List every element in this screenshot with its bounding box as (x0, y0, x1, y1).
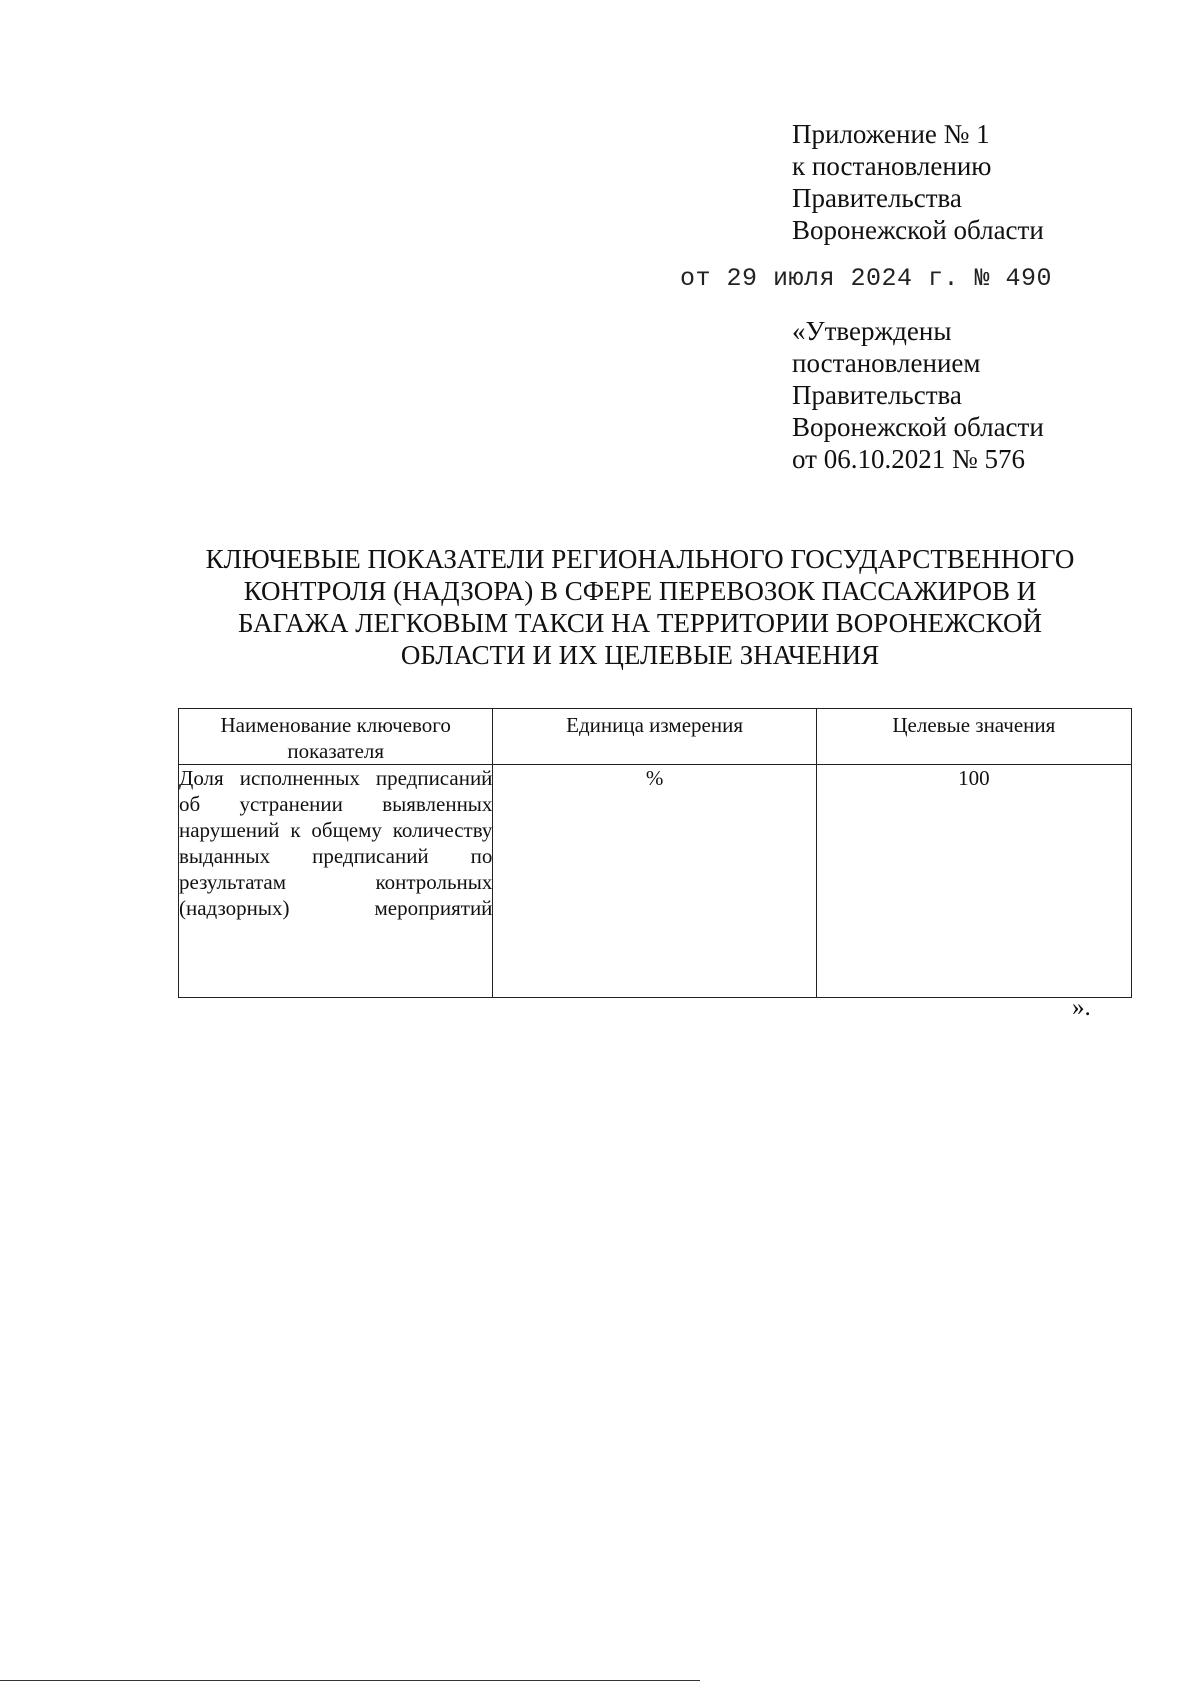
appendix-line-2: к постановлению (792, 151, 992, 181)
table-row (179, 765, 1132, 998)
appendix-line-4: Воронежской области (792, 215, 1044, 245)
row-unit: % (493, 765, 816, 998)
resolution-date: от 29 июля 2024 г. № 490 (680, 264, 1053, 293)
row-target-value: 100 (816, 765, 1131, 998)
header-target: Целевые значения (816, 709, 1131, 765)
approved-line-3: Правительства (792, 380, 962, 410)
approved-line-4: Воронежской области (792, 412, 1044, 442)
kpi-table (178, 708, 1132, 998)
closing-quote: ». (1072, 994, 1091, 1021)
header-unit: Единица измерения (493, 709, 816, 765)
approved-line-5: от 06.10.2021 № 576 (792, 444, 1025, 474)
title-line-3: БАГАЖА ЛЕГКОВЫМ ТАКСИ НА ТЕРРИТОРИИ ВОРОНЕЖСКОЙ (238, 608, 1042, 638)
title-line-4: ОБЛАСТИ И ИХ ЦЕЛЕВЫЕ ЗНАЧЕНИЯ (400, 640, 880, 670)
appendix-line-3: Правительства (792, 183, 962, 213)
appendix-block (792, 118, 1044, 246)
header-name: Наименование ключевого показателя (179, 709, 493, 765)
title-line-2: КОНТРОЛЯ (НАДЗОРА) В СФЕРЕ ПЕРЕВОЗОК ПАССАЖИРОВ И (243, 576, 1037, 606)
footer-divider (0, 1680, 700, 1681)
approved-line-1: «Утверждены (792, 316, 952, 346)
document-title (150, 543, 1130, 671)
appendix-line-1: Приложение № 1 (792, 119, 990, 149)
title-line-1: КЛЮЧЕВЫЕ ПОКАЗАТЕЛИ РЕГИОНАЛЬНОГО ГОСУДАРСТВЕННОГО (205, 544, 1075, 574)
row-indicator-name: Доля исполненных предписаний об устранении выявленных нарушений к общему количеству выданных предписаний по результатам контрольных (надзорных) мероприятий (179, 765, 493, 998)
approved-block (792, 315, 1044, 475)
table-header-row (179, 709, 1132, 765)
approved-line-2: постановлением (792, 348, 981, 378)
